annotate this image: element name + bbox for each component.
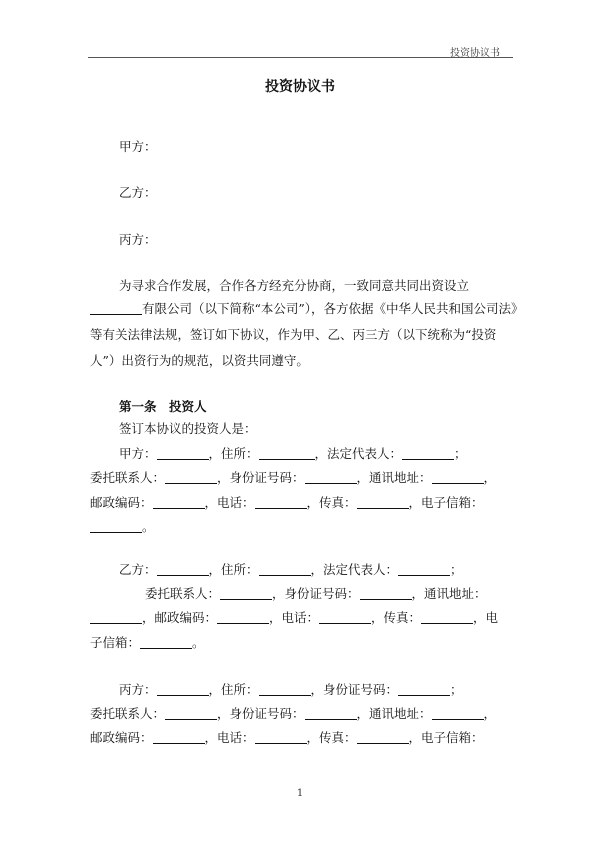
header-title: 投资协议书 xyxy=(450,48,500,59)
company-name-blank xyxy=(90,301,142,315)
party-bing-label: 丙方： xyxy=(119,232,157,247)
article-lead: 签订本协议的投资人是： xyxy=(119,421,257,436)
bing-line-2: 委托联系人： ，身份证号码： ，通讯地址： ， xyxy=(90,706,497,721)
jia-line-1: 甲方： ，住所： ，法定代表人： ； xyxy=(119,446,467,461)
intro-first-line: 为寻求合作发展，合作各方经充分协商，一致同意共同出资设立 xyxy=(119,278,470,293)
yi-line-3: ，邮政编码： ，电话： ，传真： ，电 xyxy=(90,609,498,627)
article-heading: 第一条 投资人 xyxy=(119,399,207,414)
party-yi-label: 乙方： xyxy=(119,185,157,200)
intro-body: 有限公司（以下简称“本公司”），各方依据《中华人民共和国公司法》等有关法律法规，签订如下协议，作为甲、乙、丙三方（以下统称为“投资人”）出资行为的规范，以资共同遵守。 xyxy=(90,301,518,368)
yi-line-1: 乙方： ，住所： ，法定代表人： ； xyxy=(119,562,463,577)
yi-line-2: 委托联系人： ，身份证号码： ，通讯地址： xyxy=(145,586,487,601)
bing-line-3: 邮政编码： ，电话： ，传真： ，电子信箱： xyxy=(90,730,484,745)
jia-line-3: 邮政编码： ，电话： ，传真： ，电子信箱： xyxy=(90,495,484,510)
document-title: 投资协议书 xyxy=(265,79,335,95)
jia-line-4: 。 xyxy=(90,518,155,536)
page-number: 1 xyxy=(296,788,304,799)
header-rule xyxy=(88,57,513,58)
yi-line-4: 子信箱： 。 xyxy=(90,635,205,650)
party-jia-label: 甲方： xyxy=(119,139,157,154)
intro-paragraph xyxy=(90,296,520,374)
jia-line-2: 委托联系人： ，身份证号码： ，通讯地址： ， xyxy=(90,470,497,485)
bing-line-1: 丙方： ，住所： ，身份证号码： ； xyxy=(119,682,463,697)
